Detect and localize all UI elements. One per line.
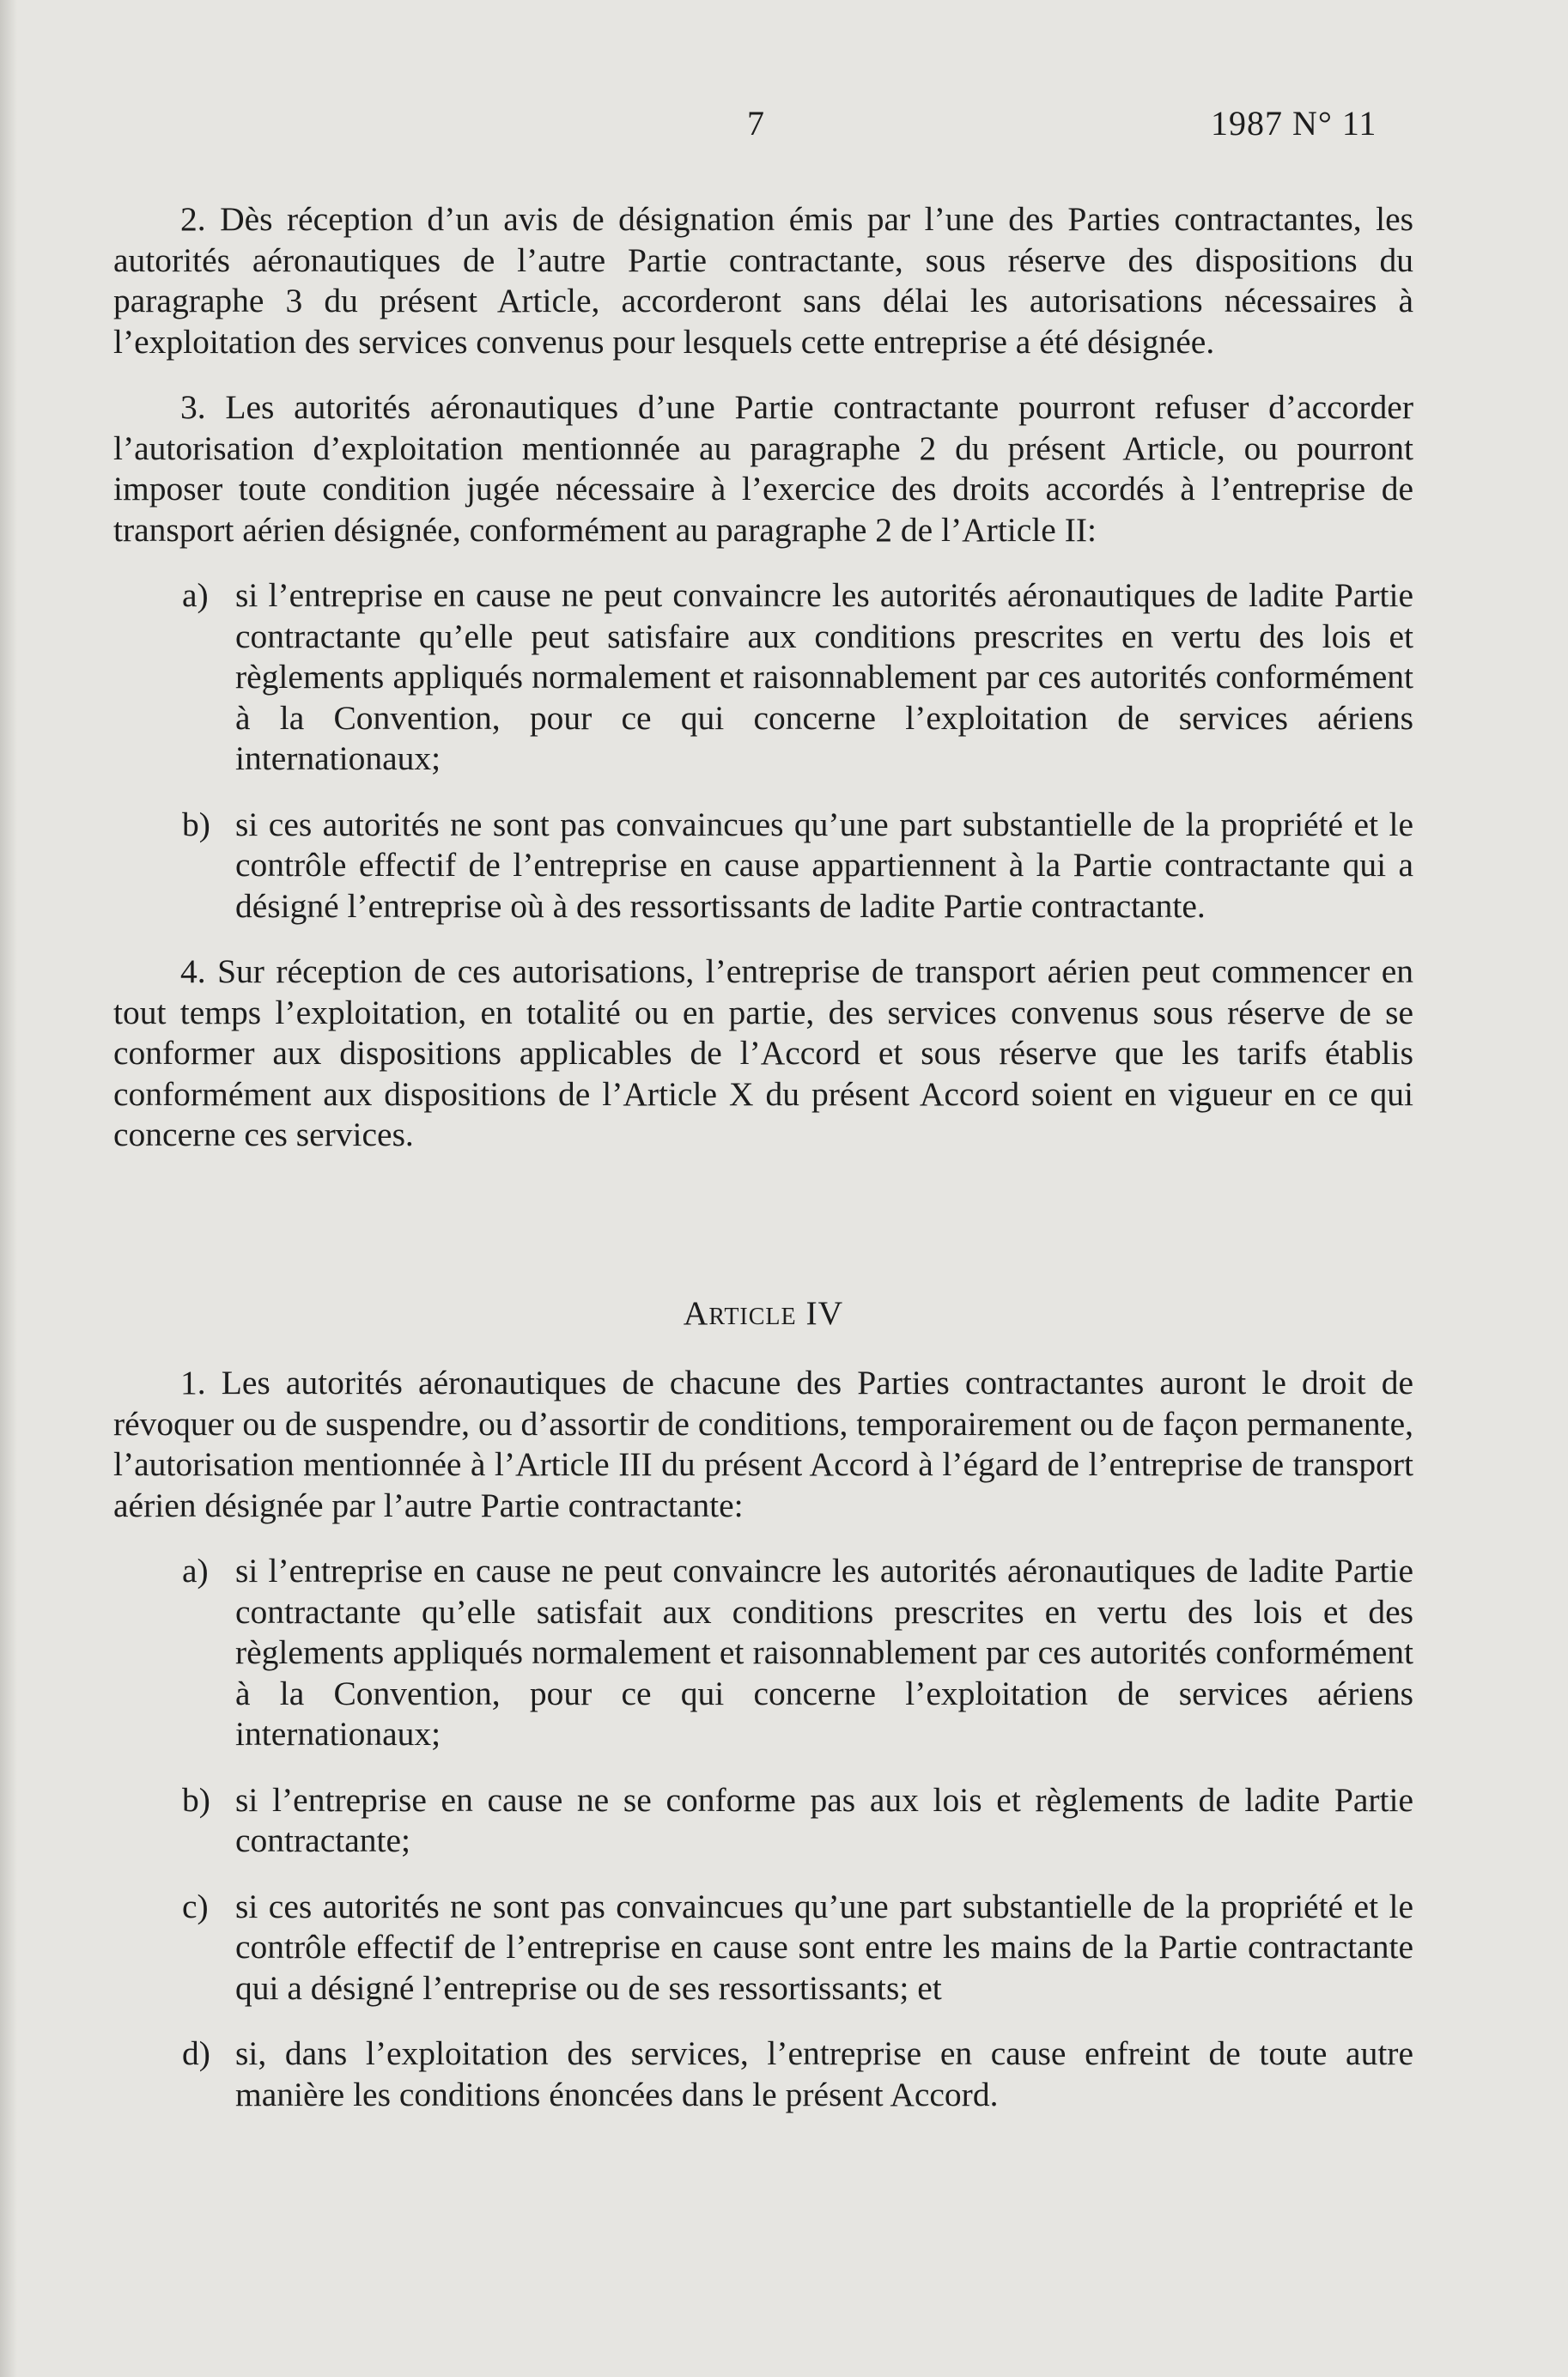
page-number: 7 [747,104,764,143]
paragraph-3: 3. Les autorités aéronautiques d’une Partie contractante pourront refuser d’accorder l’autorisation d’exploitation mentionnée au paragraphe 2 du présent Article, ou pourront imposer toute condition jugée nécessaire à l’exercice des droits accordés à l’entreprise de transport aérien désignée, conformément au paragraphe 2 de l’Article II: [113,388,1413,549]
page-header [0,103,1568,155]
list-item-label: a) [182,1552,209,1590]
article-heading [113,1293,1413,1334]
list-item-text: si l’entreprise en cause ne se conforme pas aux lois et règlements de ladite Partie contractante; [235,1780,1413,1859]
article-paragraph-1: 1. Les autorités aéronautiques de chacune des Parties contractantes auront le droit de révoquer ou de suspendre, ou d’assortir de conditions, temporairement ou de façon permanente, l’autorisation mentionnée à l’Article III du présent Accord à l’égard de l’entreprise de transport aérien désignée par l’autre Partie contractante: [113,1364,1413,1524]
list-item-3b [113,805,1413,927]
list-item-label: d) [182,2034,210,2072]
paragraph-2: 2. Dès réception d’un avis de désignation émis par l’une des Parties contractantes, les autorités aéronautiques de l’autre Partie contractante, sous réserve des dispositions du paragraphe 3 du présent Article, accorderont sans délai les autorisations nécessaires à l’exploitation des services convenus pour lesquels cette entreprise a été désignée. [113,200,1413,361]
list-item-text: si ces autorités ne sont pas convaincues qu’une part substantielle de la propriété et le contrôle effectif de l’entreprise en cause sont entre les mains de la Partie contractante qui a désigné l’entreprise ou de ses ressortissants; et [235,1887,1413,2007]
list-item-text: si, dans l’exploitation des services, l’entreprise en cause enfreint de toute autre manière les conditions énoncées dans le présent Accord. [235,2034,1413,2113]
article-heading-word: Article [683,1293,797,1332]
article-list-item-c [113,1887,1413,2009]
article-list-item-b [113,1780,1413,1862]
document-reference: 1987 N° 11 [1211,104,1377,143]
page-body [113,199,1413,2115]
page-edge-shadow [0,0,17,2377]
list-item-label: a) [182,576,209,614]
list-item-3a [113,575,1413,780]
list-item-label: c) [182,1887,209,1925]
list-item-text: si l’entreprise en cause ne peut convaincre les autorités aéronautiques de ladite Partie contractante qu’elle satisfait aux conditions prescrites en vertu des lois et des règlements appliqués normalement et raisonnablement par ces autorités conformément à la Convention, pour ce qui concerne l’exploitation de services aériens internationaux; [235,1552,1413,1753]
list-item-text: si l’entreprise en cause ne peut convaincre les autorités aéronautiques de ladite Partie contractante qu’elle peut satisfaire aux conditions prescrites en vertu des lois et règlements appliqués normalement et raisonnablement par ces autorités conformément à la Convention, pour ce qui concerne l’exploitation de services aériens internationaux; [235,576,1413,777]
list-item-label: b) [182,1780,210,1819]
list-item-text: si ces autorités ne sont pas convaincues qu’une part substantielle de la propriété et le contrôle effectif de l’entreprise en cause appartiennent à la Partie contractante qui a désigné l’entreprise où à des ressortissants de ladite Partie contractante. [235,805,1413,925]
paragraph-4: 4. Sur réception de ces autorisations, l’entreprise de transport aérien peut commencer en tout temps l’exploitation, en totalité ou en partie, des services convenus sous réserve de se conformer aux dispositions applicables de l’Accord et sous réserve que les tarifs établis conformément aux dispositions de l’Article X du présent Accord soient en vigueur en ce qui concerne ces services. [113,952,1413,1153]
list-item-label: b) [182,805,210,843]
article-list-item-d [113,2034,1413,2115]
article-list-item-a [113,1551,1413,1755]
article-heading-number: IV [805,1293,844,1332]
